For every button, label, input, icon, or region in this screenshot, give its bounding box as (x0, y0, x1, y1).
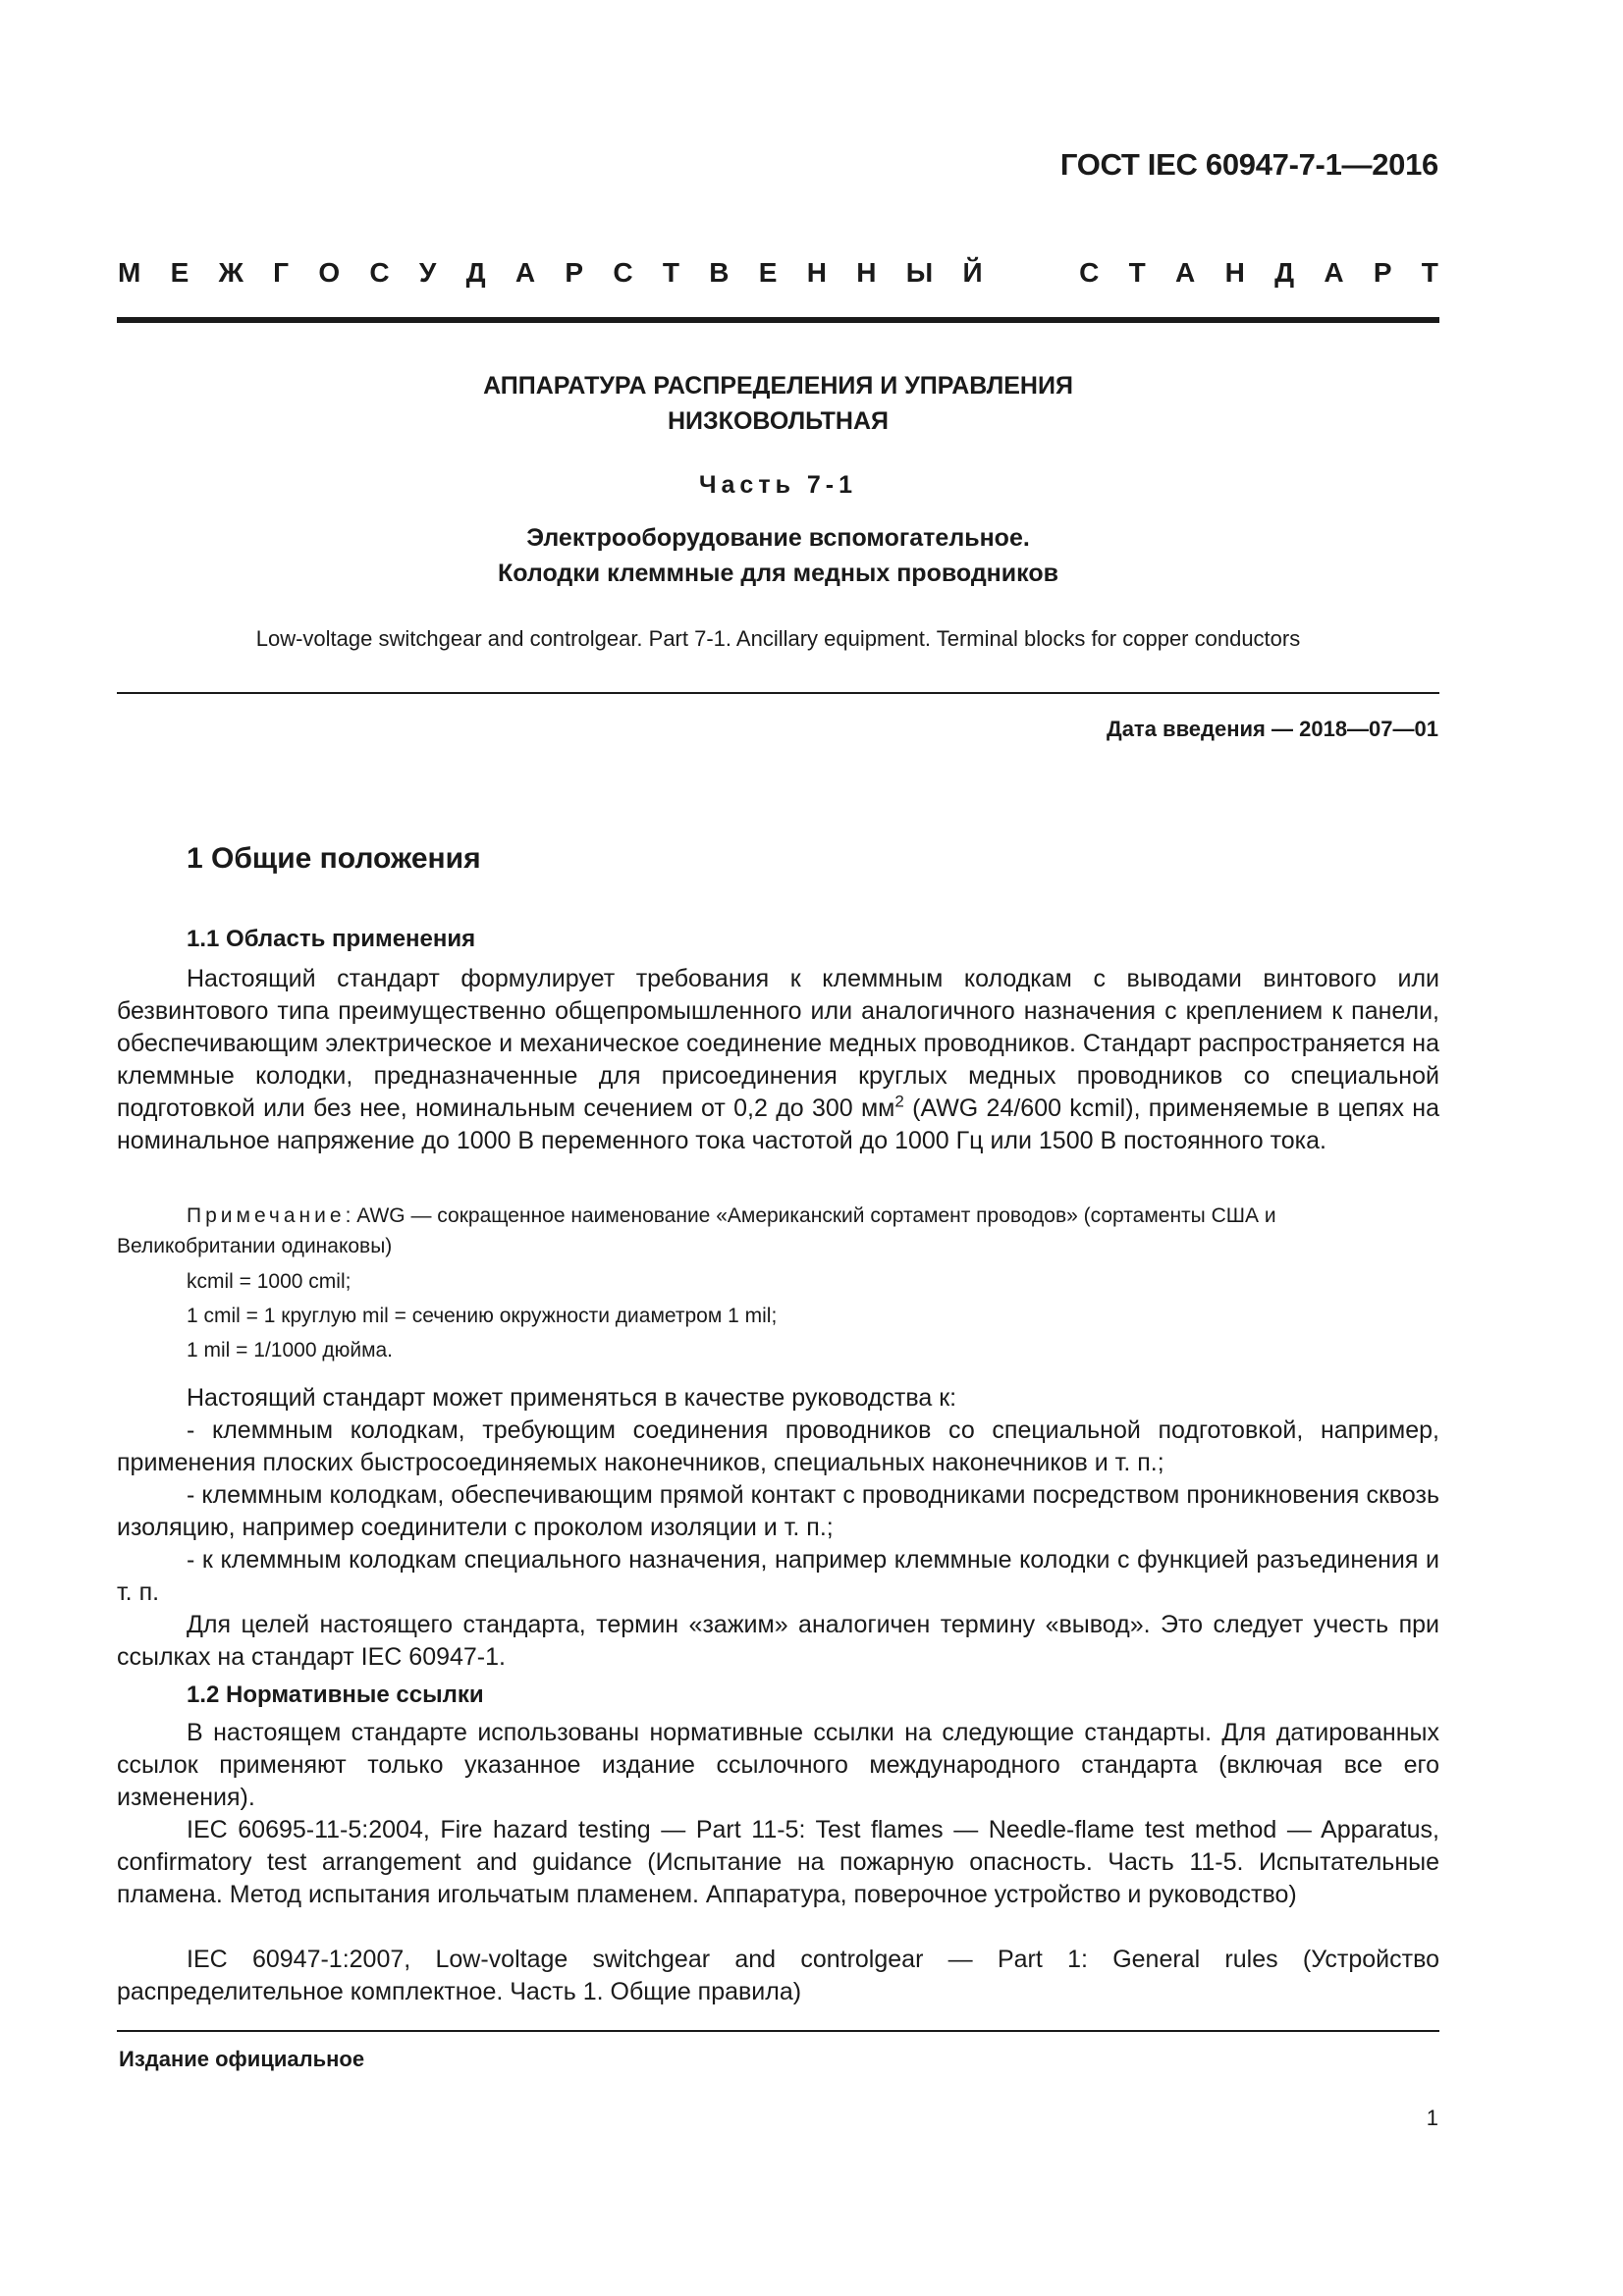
english-title: Low-voltage switchgear and controlgear. Part 7-1. Ancillary equipment. Terminal blocks for copper conductors (255, 626, 1301, 651)
reference-item: IEC 60695-11-5:2004, Fire hazard testing — Part 11-5: Test flames — Needle-flame test method — Apparatus, confirmatory test arrangement and guidance (Испытание на пожарную опасность. Часть 11-5. Испытательные пламена. Метод испытания игольчатым пламенем. Аппаратура, поверочное устройство и руководство) (117, 1816, 1439, 1908)
banner-letter: Е (758, 257, 778, 288)
banner-letter: С (369, 257, 390, 288)
banner-letter: Р (565, 257, 584, 288)
header-divider-thick (117, 317, 1439, 323)
part-label: Часть 7-1 (698, 471, 858, 499)
note-label: Примечание (187, 1204, 346, 1227)
note-line: 1 cmil = 1 круглую mil = сечению окружности диаметром 1 mil; (187, 1305, 778, 1327)
banner-letter: Д (465, 257, 486, 288)
terminology-paragraph: Для целей настоящего стандарта, термин «зажим» аналогичен термину «вывод». Это следует учесть при ссылках на стандарт IEC 60947-1. (117, 1611, 1439, 1671)
scope-paragraph (117, 963, 1439, 1157)
banner-letter: Й (962, 257, 983, 288)
banner-letter: Т (1421, 257, 1438, 288)
guidance-paragraph: Настоящий стандарт может применяться в качестве руководства к: (187, 1384, 957, 1412)
main-title (117, 368, 1439, 439)
scope-text: Настоящий стандарт формулирует требования к клеммным колодкам с выводами винтового или безвинтового типа преимущественно общепромышленного или аналогичного назначения с креплением к панели, обеспечивающим электрическое и механическое соединение медных проводников. Стандарт распространяется на клеммные колодки, предназначенные для присоединения круглых медных проводников со специальной подготовкой или без нее, номинальным сечением от 0,2 до 300 мм (117, 965, 1439, 1122)
subsection-heading-references: 1.2 Нормативные ссылки (187, 1682, 484, 1708)
banner-letter: С (1079, 257, 1100, 288)
banner-letter: Ы (905, 257, 934, 288)
title-divider (117, 692, 1439, 694)
banner-letter: У (418, 257, 437, 288)
interstate-standard-banner (118, 257, 1438, 289)
banner-letter: О (318, 257, 341, 288)
subtitle-line: Электрооборудование вспомогательное. (526, 524, 1030, 552)
main-title-line: НИЗКОВОЛЬТНАЯ (668, 407, 889, 435)
superscript: 2 (894, 1092, 904, 1111)
footer-divider (117, 2030, 1439, 2032)
banner-word-gap (1012, 257, 1050, 289)
list-item: - к клеммным колодкам специального назначения, например клеммные колодки с функцией разъединения и т. п. (117, 1546, 1439, 1606)
page-number: 1 (1426, 2106, 1438, 2130)
document-number: ГОСТ IEC 60947-7-1—2016 (1059, 147, 1438, 182)
list-item: - клеммным колодкам, требующим соединения проводников со специальной подготовкой, например, применения плоских быстросоединяемых наконечников, специальных наконечников и т. п.; (117, 1416, 1439, 1476)
banner-letter: А (1175, 257, 1196, 288)
references-paragraph: В настоящем стандарте использованы нормативные ссылки на следующие стандарты. Для датированных ссылок применяют только указанное издание ссылочного международного стандарта (включая все его изменения). (117, 1719, 1439, 1811)
banner-letter: С (613, 257, 633, 288)
subtitle-line: Колодки клеммные для медных проводников (498, 560, 1058, 587)
note-paragraph (117, 1201, 1439, 1261)
banner-letter: Н (1224, 257, 1245, 288)
subtitle (117, 520, 1439, 591)
list-item: - клеммным колодкам, обеспечивающим прямой контакт с проводниками посредством проникновения сквозь изоляцию, например соединители с проколом изоляции и т. п.; (117, 1481, 1439, 1541)
banner-letter: Т (662, 257, 679, 288)
note-line: 1 mil = 1/1000 дюйма. (187, 1339, 394, 1362)
note-text: : AWG — сокращенное наименование «Американский сортамент проводов» (сортаменты США и Великобритании одинаковы) (117, 1204, 1276, 1257)
introduction-date: Дата введения — 2018—07—01 (1107, 717, 1438, 741)
subsection-heading-scope: 1.1 Область применения (187, 926, 476, 952)
banner-letter: А (514, 257, 536, 288)
banner-letter: Н (856, 257, 877, 288)
banner-letter: М (118, 257, 141, 288)
banner-letter: Н (806, 257, 827, 288)
note-line: kcmil = 1000 cmil; (187, 1270, 352, 1293)
banner-letter: Р (1373, 257, 1392, 288)
banner-letter: А (1324, 257, 1344, 288)
banner-letter: Г (273, 257, 290, 288)
banner-letter: Ж (218, 257, 243, 288)
reference-item: IEC 60947-1:2007, Low-voltage switchgear and controlgear — Part 1: General rules (Устройство распределительное комплектное. Часть 1. Общие правила) (117, 1946, 1439, 2005)
scope-text-continued: (AWG 24/600 kcmil), применяемые в цепях на номинальное напряжение до 1000 В переменного тока частотой до 1000 Гц или 1500 В постоянного тока. (117, 1095, 1439, 1154)
main-title-line: АППАРАТУРА РАСПРЕДЕЛЕНИЯ И УПРАВЛЕНИЯ (483, 372, 1073, 400)
section-heading: 1 Общие положения (187, 842, 481, 875)
banner-letter: Д (1274, 257, 1295, 288)
banner-letter: В (709, 257, 730, 288)
banner-letter: Т (1128, 257, 1146, 288)
official-edition-label: Издание официальное (119, 2047, 365, 2071)
banner-letter: Е (170, 257, 189, 288)
